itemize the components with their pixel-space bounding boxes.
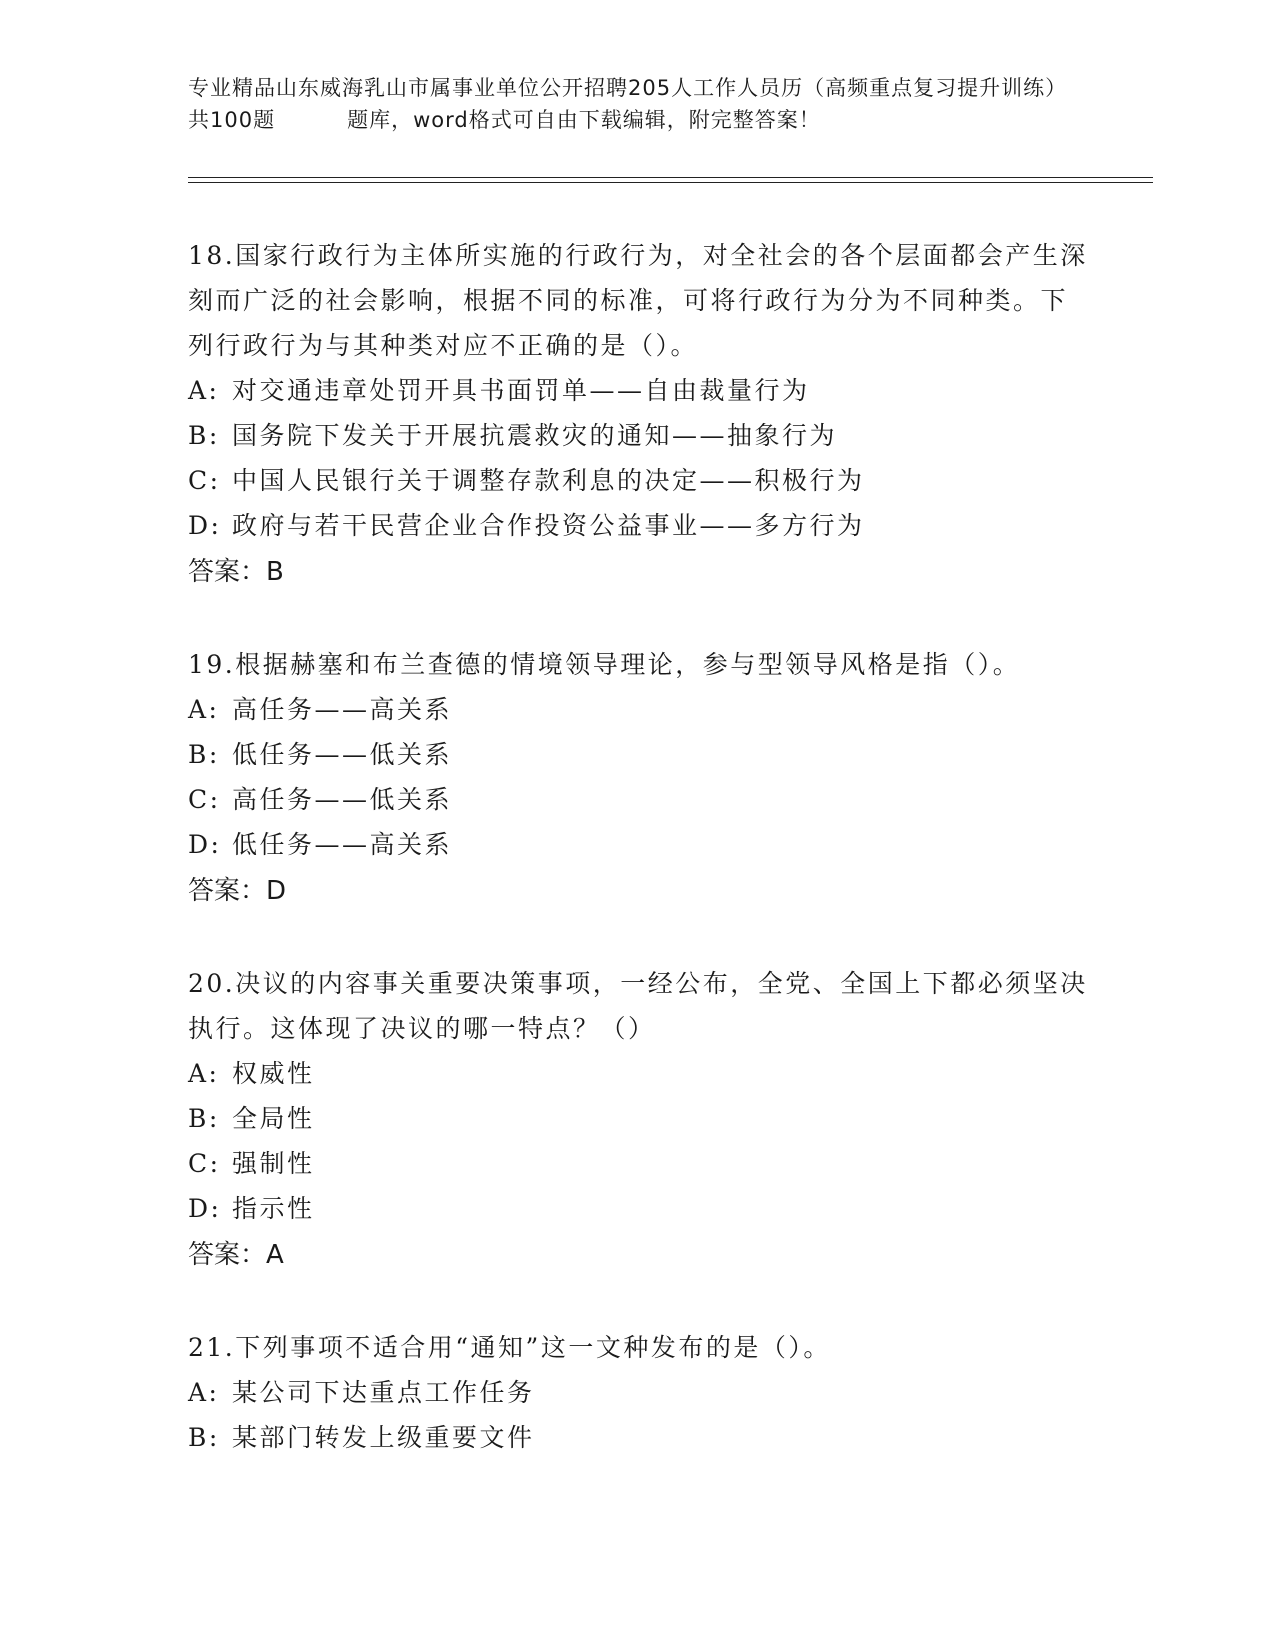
- header-title-part2: 题库，word格式可自由下载编辑，附完整答案！: [347, 108, 821, 132]
- header-divider-top: [188, 177, 1153, 178]
- header-title-part1: 专业精品山东威海乳山市属事业单位公开招聘205人工作人员历（高频重点复习提升训练）共100题: [188, 76, 1068, 132]
- option-b: [188, 1415, 1088, 1460]
- option-key: D:: [188, 830, 222, 859]
- question-21: [188, 1325, 1088, 1460]
- option-b: [188, 732, 1088, 777]
- option-c: [188, 777, 1088, 822]
- option-text: 低任务——低关系: [232, 740, 453, 769]
- option-a: [188, 368, 1088, 413]
- header-divider-bottom: [188, 182, 1153, 183]
- question-20: [188, 961, 1088, 1279]
- option-key: B:: [188, 1423, 220, 1452]
- option-text: 高任务——高关系: [232, 695, 453, 724]
- option-key: C:: [188, 1149, 221, 1178]
- option-b: [188, 1096, 1088, 1141]
- option-key: A:: [188, 1378, 220, 1407]
- option-text: 全局性: [232, 1104, 315, 1133]
- question-stem: 19.根据赫塞和布兰查德的情境领导理论，参与型领导风格是指（）。: [188, 650, 1021, 679]
- option-key: C:: [188, 785, 221, 814]
- option-d: [188, 503, 1088, 548]
- option-key: B:: [188, 421, 220, 450]
- option-key: D:: [188, 1194, 222, 1223]
- option-text: 强制性: [232, 1149, 315, 1178]
- option-d: [188, 822, 1088, 867]
- question-list: [188, 233, 1088, 1506]
- option-text: 高任务——低关系: [232, 785, 453, 814]
- option-a: [188, 687, 1088, 732]
- option-text: 指示性: [232, 1194, 315, 1223]
- option-text: 中国人民银行关于调整存款利息的决定——积极行为: [232, 466, 865, 495]
- option-a: [188, 1051, 1088, 1096]
- option-c: [188, 1141, 1088, 1186]
- option-key: B:: [188, 1104, 220, 1133]
- option-key: D:: [188, 511, 222, 540]
- document-header: [188, 72, 1088, 136]
- option-text: 权威性: [232, 1059, 315, 1088]
- option-a: [188, 1370, 1088, 1415]
- option-text: 某部门转发上级重要文件: [232, 1423, 535, 1452]
- option-key: B:: [188, 740, 220, 769]
- answer-label: 答案：A: [188, 1240, 284, 1270]
- answer-label: 答案：B: [188, 557, 284, 587]
- question-19: [188, 642, 1088, 915]
- question-stem: 20.决议的内容事关重要决策事项，一经公布，全党、全国上下都必须坚决执行。这体现了决议的哪一特点？（）: [188, 969, 1088, 1043]
- option-text: 对交通违章处罚开具书面罚单——自由裁量行为: [232, 376, 810, 405]
- option-c: [188, 458, 1088, 503]
- option-text: 某公司下达重点工作任务: [232, 1378, 535, 1407]
- answer-label: 答案：D: [188, 876, 287, 906]
- question-stem: 18.国家行政行为主体所实施的行政行为，对全社会的各个层面都会产生深刻而广泛的社会影响，根据不同的标准，可将行政行为分为不同种类。下列行政行为与其种类对应不正确的是（）。: [188, 241, 1088, 360]
- option-b: [188, 413, 1088, 458]
- option-key: C:: [188, 466, 221, 495]
- option-key: A:: [188, 695, 220, 724]
- question-stem: 21.下列事项不适合用“通知”这一文种发布的是（）。: [188, 1333, 831, 1362]
- option-d: [188, 1186, 1088, 1231]
- option-key: A:: [188, 1059, 220, 1088]
- option-text: 低任务——高关系: [232, 830, 453, 859]
- question-18: [188, 233, 1088, 596]
- option-key: A:: [188, 376, 220, 405]
- option-text: 国务院下发关于开展抗震救灾的通知——抽象行为: [232, 421, 838, 450]
- option-text: 政府与若干民营企业合作投资公益事业——多方行为: [232, 511, 865, 540]
